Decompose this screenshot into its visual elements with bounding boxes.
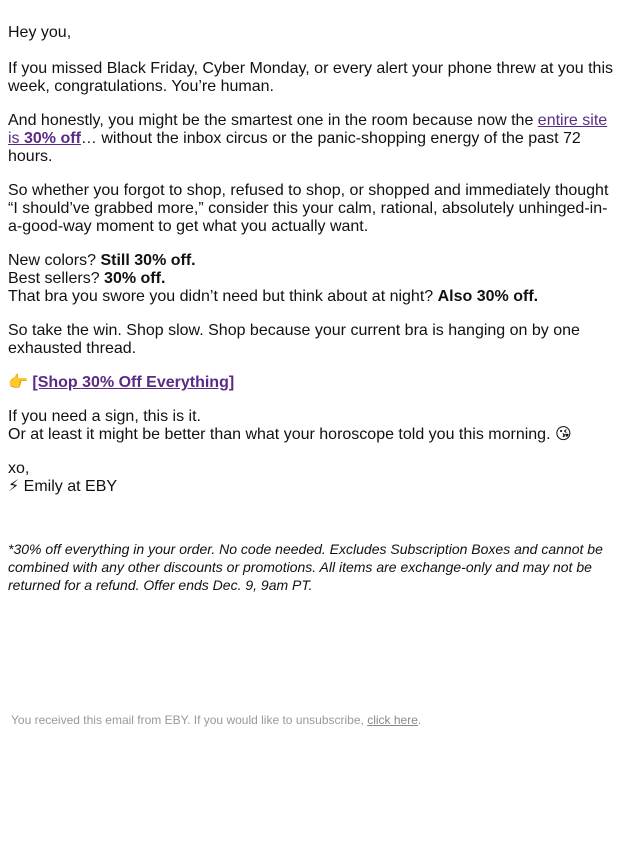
pointing-hand-icon: 👉: [8, 374, 28, 391]
cta-line: [8, 374, 620, 392]
footer-end: .: [417, 713, 422, 727]
sign-paragraph: [8, 408, 620, 444]
footer-text: You received this email from EBY. If you would like to unsubscribe,: [11, 713, 368, 727]
offer-answer: Still 30% off.: [100, 252, 196, 269]
offer-question: New colors?: [8, 252, 101, 269]
offer-line-bra: [8, 288, 538, 305]
entire-site-link-bold: 30% off: [24, 130, 81, 147]
greeting: Hey you,: [8, 24, 72, 41]
unsubscribe-link[interactable]: click here: [367, 713, 418, 727]
offer-answer: Also 30% off.: [437, 288, 539, 305]
lightning-icon: ⚡: [8, 478, 20, 495]
shop-30-off-link[interactable]: [Shop 30% Off Everything]: [32, 374, 235, 391]
horoscope-line: Or at least it might be better than what your horoscope told you this morning. 😘: [8, 426, 572, 443]
signoff: xo,: [8, 460, 30, 477]
offer-line-best-sellers: [8, 270, 165, 287]
offer-line-new-colors: [8, 252, 196, 269]
signature: Emily at EBY: [19, 478, 118, 495]
entire-site-link-text: entire site is: [8, 112, 608, 147]
intro-paragraph: If you missed Black Friday, Cyber Monday, or every alert your phone threw at you this week, congratulations. You’re human.: [8, 60, 613, 95]
whether-paragraph: So whether you forgot to shop, refused to shop, or shopped and immediately thought “I should’ve grabbed more,” consider this your calm, rational, absolutely unhinged-in-a-good-way moment to get what you actually want.: [8, 182, 609, 235]
sign-line: If you need a sign, this is it.: [8, 408, 201, 425]
email-body: [8, 24, 620, 496]
offer-answer: 30% off.: [104, 270, 166, 287]
offers-list: [8, 252, 620, 306]
offer-paragraph-tail: … without the inbox circus or the panic-shopping energy of the past 72 hours.: [8, 130, 581, 165]
offer-question: Best sellers?: [8, 270, 105, 287]
email-footer: [11, 712, 611, 728]
take-the-win-paragraph: So take the win. Shop slow. Shop because your current bra is hanging on by one exhausted thread.: [8, 322, 580, 357]
offer-paragraph: [8, 112, 620, 166]
signoff-block: [8, 460, 620, 496]
offer-paragraph-text: And honestly, you might be the smartest one in the room because now the: [8, 112, 538, 129]
offer-question: That bra you swore you didn’t need but think about at night?: [8, 288, 438, 305]
offer-disclaimer: *30% off everything in your order. No code needed. Excludes Subscription Boxes and cannot be combined with any other discounts or promotions. All items are exchange-only and may not be returned for a refund. Offer ends Dec. 9, 9am PT.: [8, 541, 603, 593]
